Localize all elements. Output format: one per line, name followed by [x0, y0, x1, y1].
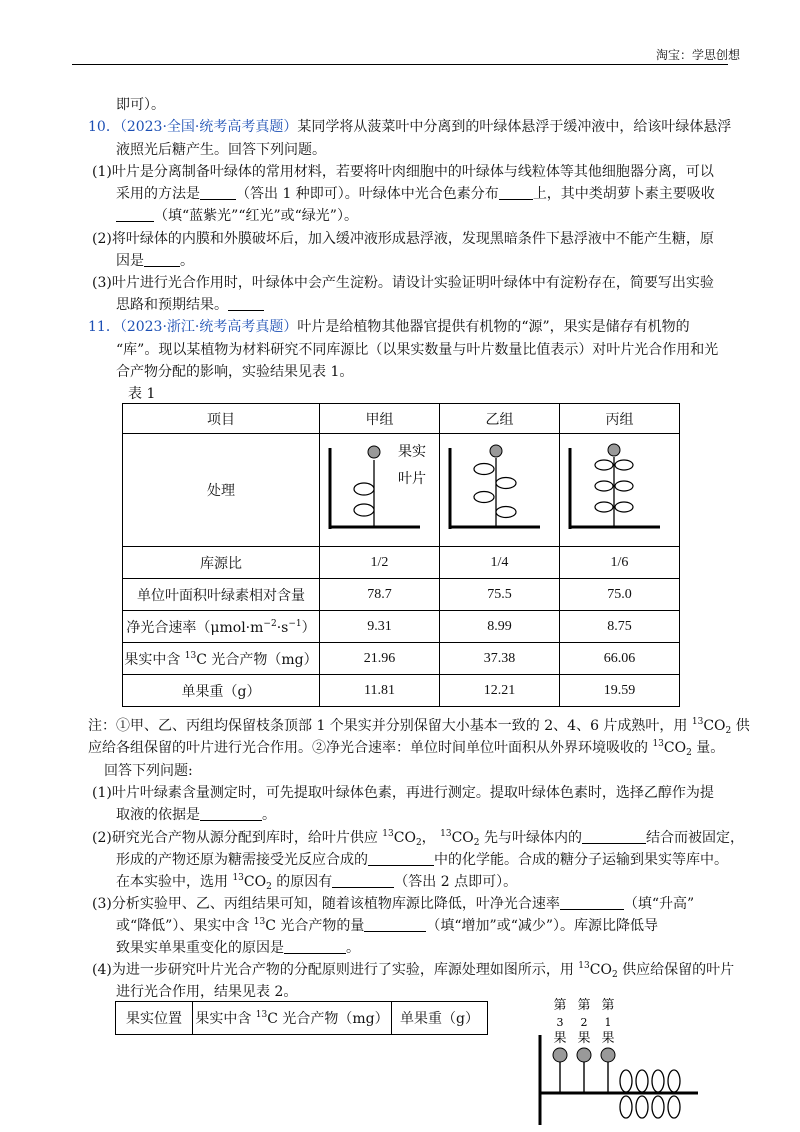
table-row-label: 处理 [123, 434, 320, 547]
text-span: 。 [262, 807, 276, 823]
text-span: （填“蓝紫光”“红光”或“绿光”）。 [154, 208, 358, 224]
subquestion-text [116, 184, 715, 204]
text-span: 上，其中类胡萝卜素主要吸收 [532, 186, 715, 202]
subquestion-text [116, 251, 194, 271]
subquestion-text [116, 295, 264, 315]
table-cell: 19.59 [560, 675, 680, 707]
question-source: （2023·浙江·统考高考真题） [119, 319, 298, 335]
fruit-position-number: 2 [580, 1016, 588, 1029]
fruit-position-label: 第 [601, 998, 615, 1013]
header-rule [72, 64, 728, 65]
question-source: （2023·全国·统考高考真题） [119, 119, 298, 135]
subquestion-text [92, 894, 694, 914]
table-cell: 1/4 [440, 547, 560, 579]
text-span: 结合而被固定， [645, 830, 744, 846]
plant-diagram [440, 434, 559, 542]
fruit-position-diagram [530, 995, 700, 1127]
text-span: C 光合产物（mg） [267, 1011, 389, 1027]
text-span: CO [451, 830, 474, 846]
answer-blank[interactable] [200, 185, 236, 200]
answer-blank[interactable] [582, 829, 646, 844]
answer-blank[interactable] [284, 939, 346, 954]
subquestion-text [92, 828, 744, 848]
question-text: 合产物分配的影响，实验结果见表 1。 [116, 364, 354, 380]
text-span: 的原因有 [271, 874, 333, 890]
table-note [88, 738, 724, 758]
question-text: 某同学将从菠菜叶中分离到的叶绿体悬浮于缓冲液中，给该叶绿体悬浮 [297, 119, 732, 135]
text-span: (2)研究光合产物从源分配到库时，给叶片供应 [92, 830, 383, 846]
text-span: 因是 [116, 253, 144, 269]
leaf-label: 叶片 [398, 471, 426, 487]
treatment-figure-bing [560, 434, 680, 547]
table-header: 甲组 [320, 404, 440, 434]
plant-diagram [320, 434, 439, 542]
table-1 [122, 403, 680, 707]
treatment-figure-yi [440, 434, 560, 547]
text-span: 供应给保留的叶片 [617, 962, 735, 978]
text-span: （答出 2 点即可）。 [394, 874, 518, 890]
subquestion-text [116, 872, 517, 892]
fruit-position-label: 第 [553, 998, 567, 1013]
subscript: 2 [611, 970, 618, 980]
question-10-first-line [88, 117, 731, 137]
subquestion-text [116, 850, 728, 870]
text-span: CO [243, 874, 267, 890]
answer-blank[interactable] [200, 806, 262, 821]
table-row-label: 单位叶面积叶绿素相对含量 [123, 579, 320, 611]
superscript: 13 [691, 717, 704, 727]
text-span: 中的化学能。合成的糖分子运输到果实等库中。 [434, 852, 728, 868]
answer-blank[interactable] [368, 851, 434, 866]
subquestion-text [116, 805, 276, 825]
treatment-figure-jia [320, 434, 440, 547]
table-cell: 21.96 [320, 643, 440, 675]
text-span: 果实中含 [195, 1011, 256, 1027]
subquestion-text: (2)将叶绿体的内膜和外膜破坏后，加入缓冲液形成悬浮液，发现黑暗条件下悬浮液中不能产生糖，原 [92, 231, 714, 247]
subquestion-text: (1)叶片叶绿素含量测定时，可先提取叶绿体色素，再进行测定。提取叶绿体色素时，选择乙醇作为提 [92, 785, 714, 801]
subscript: 2 [415, 838, 422, 848]
subscript: 2 [473, 838, 480, 848]
text-span: 在本实验中，选用 [116, 874, 233, 890]
text-span: 。 [180, 253, 194, 269]
table-header: 单果重（g） [392, 1002, 488, 1035]
text-span: 或“降低”）、果实中含 [116, 918, 254, 934]
table-row-label [123, 611, 320, 643]
table-header: 果实位置 [116, 1002, 193, 1035]
table-row-label: 单果重（g） [123, 675, 320, 707]
table-header: 项目 [123, 404, 320, 434]
text-span: 采用的方法是 [116, 186, 200, 202]
answer-blank[interactable] [116, 207, 154, 222]
answer-blank[interactable] [144, 252, 180, 267]
table-2 [115, 1001, 488, 1035]
superscript: −2 [263, 618, 277, 629]
table-cell: 78.7 [320, 579, 440, 611]
table-cell: 11.81 [320, 675, 440, 707]
subquestion-text: (3)叶片进行光合作用时，叶绿体中会产生淀粉。请设计实验证明叶绿体中有淀粉存在，简要写出实验 [92, 275, 714, 291]
table-cell: 37.38 [440, 643, 560, 675]
fruit-position-number: 1 [604, 1016, 612, 1029]
text-span: CO [393, 830, 416, 846]
subscript: 2 [266, 882, 272, 892]
prev-question-tail: 即可）。 [116, 97, 165, 113]
text-span: 取液的依据是 [116, 807, 200, 823]
table-row-label: 库源比 [123, 547, 320, 579]
superscript: 13 [255, 1010, 268, 1020]
table-caption: 表 1 [128, 386, 156, 402]
text-span: （答出 1 种即可）。叶绿体中光合色素分布 [236, 186, 499, 202]
subscript: 2 [725, 726, 732, 736]
table-header [193, 1002, 392, 1035]
text-span: (4)为进一步研究叶片光合产物的分配原则进行了实验，库源处理如图所示，用 [92, 962, 579, 978]
table-cell: 8.99 [440, 611, 560, 643]
subquestion-text: (1)叶片是分离制备叶绿体的常用材料，若要将叶肉细胞中的叶绿体与线粒体等其他细胞器分离，可以 [92, 164, 714, 180]
text-span: C 光合产物的量 [265, 918, 365, 934]
subscript: 2 [686, 748, 692, 758]
subquestion-text [116, 206, 358, 226]
text-span: ·s [276, 619, 289, 636]
answer-blank[interactable] [332, 873, 394, 888]
superscript: 13 [253, 917, 266, 927]
subquestion-text [116, 916, 658, 936]
table-cell: 66.06 [560, 643, 680, 675]
table-cell: 12.21 [440, 675, 560, 707]
subquestion-text [92, 960, 734, 980]
text-span: 果实中含 [124, 651, 185, 668]
text-span: CO [703, 718, 726, 734]
superscript: 13 [382, 829, 394, 839]
fruit-position-label: 第 [577, 998, 591, 1013]
text-span: （填“增加”或“减少”）。库源比降低导 [426, 918, 659, 934]
superscript: 13 [232, 873, 244, 883]
fruit-position-label: 果 [577, 1031, 591, 1046]
superscript: 13 [184, 650, 197, 661]
question-11-first-line [88, 317, 690, 337]
question-number: 11． [88, 319, 120, 335]
table-cell: 8.75 [560, 611, 680, 643]
text-span: ， [421, 830, 441, 846]
table-note [88, 716, 750, 736]
table-cell: 75.0 [560, 579, 680, 611]
text-span: 应给各组保留的叶片进行光合作用。②净光合速率：单位时间单位叶面积从外界环境吸收的 [88, 740, 653, 756]
subquestion-text: 进行光合作用，结果见表 2。 [116, 984, 298, 1000]
fruit-label: 果实 [398, 444, 426, 460]
fruit-position-label: 果 [601, 1031, 615, 1046]
superscript: 13 [652, 739, 664, 749]
table-cell: 75.5 [440, 579, 560, 611]
text-span: 思路和预期结果。 [116, 297, 228, 313]
table-cell: 1/6 [560, 547, 680, 579]
question-text: 液照光后糖产生。回答下列问题。 [116, 142, 326, 158]
text-span: 致果实单果重变化的原因是 [116, 940, 284, 956]
answer-blank[interactable] [499, 185, 533, 200]
text-span: ） [301, 619, 316, 636]
superscript: 13 [440, 829, 452, 839]
header-text: 淘宝：学思创想 [655, 48, 740, 62]
instruction-text: 回答下列问题: [104, 763, 193, 779]
fruit-position-label: 果 [553, 1031, 567, 1046]
text-span: 供 [731, 718, 750, 734]
table-cell: 9.31 [320, 611, 440, 643]
text-span: 注：①甲、乙、丙组均保留枝条顶部 1 个果实并分别保留大小基本一致的 2、4、6 片成熟叶，用 [88, 718, 692, 734]
text-span: 形成的产物还原为糖需接受光反应合成的 [116, 852, 368, 868]
text-span: 净光合速率（μmol·m [126, 619, 264, 636]
answer-blank[interactable] [228, 296, 264, 311]
text-span: CO [589, 962, 612, 978]
table-header: 乙组 [440, 404, 560, 434]
table-header: 丙组 [560, 404, 680, 434]
subquestion-text [116, 938, 360, 958]
fruit-position-number: 3 [556, 1016, 564, 1029]
table-row-label [123, 643, 320, 675]
text-span: (3)分析实验甲、乙、丙组结果可知，随着该植物库源比降低，叶净光合速率 [92, 896, 560, 912]
superscript: 13 [578, 961, 590, 971]
text-span: C 光合产物（mg） [196, 651, 318, 668]
plant-diagram [560, 434, 679, 542]
question-number: 10． [88, 119, 120, 135]
text-span: CO [663, 740, 687, 756]
text-span: 先与叶绿体内的 [479, 830, 582, 846]
superscript: −1 [288, 618, 302, 629]
answer-blank[interactable] [560, 895, 624, 910]
question-text: 叶片是给植物其他器官提供有机物的“源”，果实是储存有机物的 [297, 319, 690, 335]
question-text: “库”。现以某植物为材料研究不同库源比（以果实数量与叶片数量比值表示）对叶片光合作用和光 [116, 342, 719, 358]
text-span: （填“升高” [623, 896, 695, 912]
table-cell: 1/2 [320, 547, 440, 579]
text-span: 。 [346, 940, 360, 956]
text-span: 量。 [691, 740, 725, 756]
answer-blank[interactable] [364, 917, 426, 932]
